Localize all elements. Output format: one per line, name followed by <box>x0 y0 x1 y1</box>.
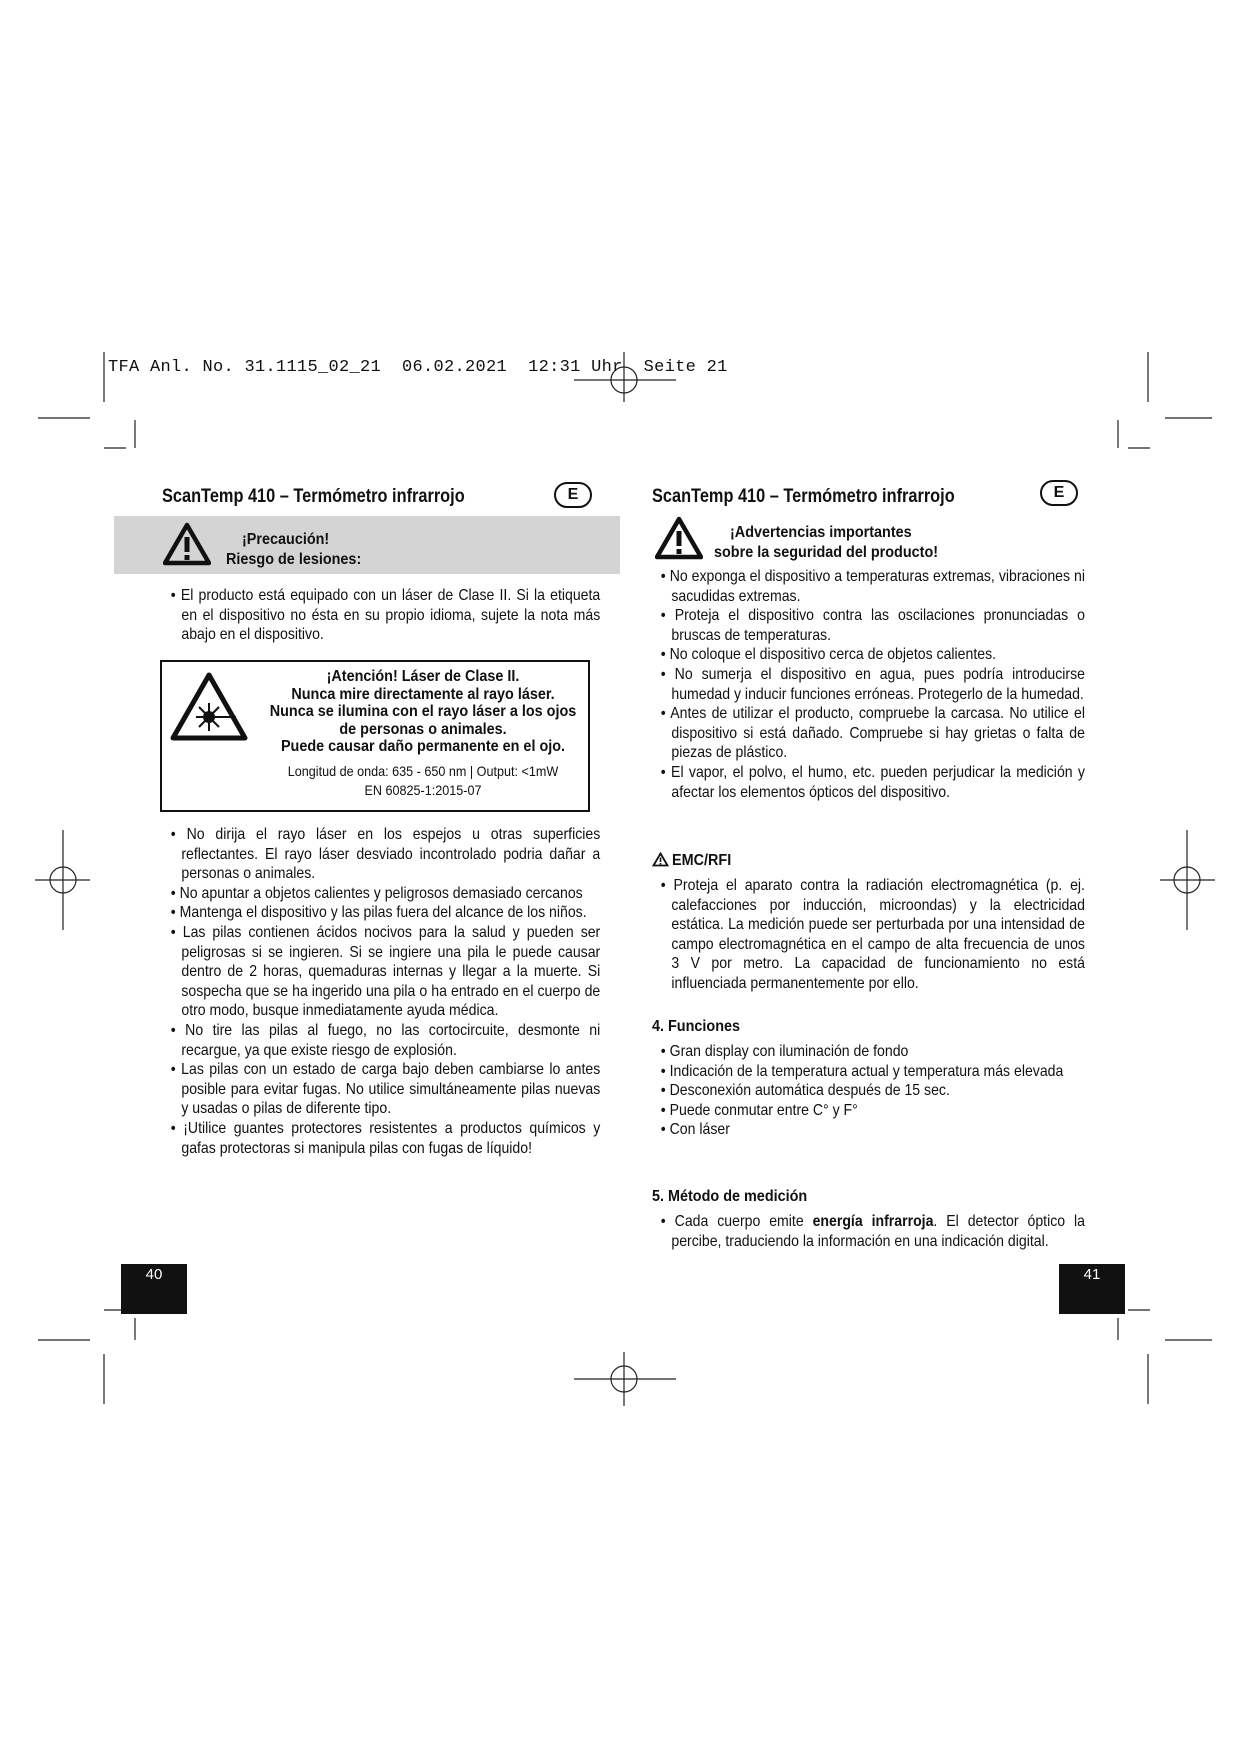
list-item: • Desconexión automática después de 15 sec. <box>652 1081 1085 1101</box>
list-item: • No tire las pilas al fuego, no las cortocircuite, desmonte ni recargue, ya que existe riesgo de explosión. <box>162 1021 600 1060</box>
emc-text: • Proteja el aparato contra la radiación electromagnética (p. ej. calefacciones por inducción, microondas) y la electricidad estática. La medición puede ser perturbada por una intensidad de campo electromagnética en el campo de alta frecuencia de unos 3 V por metro. La capacidad de funcionamiento no está influenciada permanentemente por ello. <box>652 876 1085 994</box>
laser-line-1: Nunca mire directamente al rayo láser. <box>291 685 555 703</box>
right-bullet-list <box>652 567 1085 802</box>
list-item: • El vapor, el polvo, el humo, etc. pueden perjudicar la medición y afectar los elementos ópticos del dispositivo. <box>652 763 1085 802</box>
laser-intro <box>162 586 600 645</box>
registration-mark-bottom <box>574 1352 676 1406</box>
list-item: • Proteja el dispositivo contra las oscilaciones pronunciadas o bruscas de temperaturas. <box>652 606 1085 645</box>
laser-warning-text <box>252 668 594 800</box>
measurement-method <box>652 1212 1085 1251</box>
functions-list <box>652 1042 1085 1140</box>
list-item: • Las pilas con un estado de carga bajo deben cambiarse lo antes posible para evitar fugas. No utilice simultáneamente pilas nuevas y usadas o pilas de diferente tipo. <box>162 1060 600 1119</box>
sec5-pre: Cada cuerpo emite <box>674 1213 813 1230</box>
laser-spec-1: Longitud de onda: 635 - 650 nm | Output: <1mW <box>287 762 559 779</box>
laser-heading: ¡Atención! Láser de Clase II. <box>326 668 520 685</box>
list-item: • No sumerja el dispositivo en agua, pues podría introducirse humedad y inducir funciones erróneas. Protegerlo de la humedad. <box>652 665 1085 704</box>
caution-subtitle: Riesgo de lesiones: <box>226 551 362 568</box>
list-item: • No dirija el rayo láser en los espejos u otras superficies reflectantes. El rayo láser desviado incontrolado podria dañar a personas o animales. <box>162 825 600 884</box>
left-language-badge: E <box>554 482 592 508</box>
registration-mark-right <box>1160 830 1215 930</box>
emc-paragraph <box>652 876 1085 994</box>
right-page-title: ScanTemp 410 – Termómetro infrarrojo <box>652 486 955 507</box>
emc-warning-icon <box>652 852 669 867</box>
right-language-badge: E <box>1040 480 1078 506</box>
section-4-heading: 4. Funciones <box>652 1018 741 1035</box>
list-item: • Mantenga el dispositivo y las pilas fuera del alcance de los niños. <box>162 903 600 923</box>
print-slug: TFA Anl. No. 31.1115_02_21 06.02.2021 12:31 Uhr Seite 21 <box>108 358 728 377</box>
registration-mark-left <box>35 830 90 930</box>
laser-line-2: Nunca se ilumina con el rayo láser a los ojos <box>269 703 577 720</box>
right-page-number: 41 <box>1059 1264 1125 1314</box>
list-item: • Antes de utilizar el producto, compruebe la carcasa. No utilice el dispositivo si está dañado. Compruebe si hay grietas o falta de piezas de plástico. <box>652 704 1085 763</box>
list-item: • Gran display con iluminación de fondo <box>652 1042 1085 1062</box>
infrared-energy-term: energía infrarroja <box>812 1213 934 1230</box>
section-5-heading: 5. Método de medición <box>652 1188 808 1205</box>
intro-text: • El producto está equipado con un láser de Clase II. Si la etiqueta en el dispositivo no ésta en su propio idioma, sujete la nota más abajo en el dispositivo. <box>162 586 600 645</box>
laser-warning-box <box>160 660 590 812</box>
list-item: • Las pilas contienen ácidos nocivos para la salud y pueden ser peligrosas si se ingieren. Si se ingiere una pila le puede causar dentro de 2 horas, quemaduras internas y llegar a la muerte. Si sospecha que se ha ingerido una pila o ha entrado en el cuerpo de otro modo, busque inmediatamente ayuda médica. <box>162 923 600 1021</box>
warning-triangle-icon <box>655 516 703 560</box>
list-item: • Indicación de la temperatura actual y temperatura más elevada <box>652 1062 1085 1082</box>
caution-title: ¡Precaución! <box>242 531 330 548</box>
laser-line-4: Puede causar daño permanente en el ojo. <box>280 738 566 755</box>
list-item: • Puede conmutar entre C° y F° <box>652 1101 1085 1121</box>
sec5-post: . El detector óptico la percibe, traduciendo la información en una indicación digital. <box>671 1213 1085 1250</box>
laser-radiation-icon <box>170 672 248 742</box>
laser-spec-2: EN 60825-1:2015-07 <box>364 781 482 798</box>
left-bullet-list <box>162 825 600 1158</box>
safety-warning-title: ¡Advertencias importantes <box>730 524 912 541</box>
list-item: • No coloque el dispositivo cerca de objetos calientes. <box>652 645 1085 665</box>
left-page-number: 40 <box>121 1264 187 1314</box>
list-item: • Con láser <box>652 1120 1085 1140</box>
left-page-title: ScanTemp 410 – Termómetro infrarrojo <box>162 486 465 507</box>
list-item <box>652 1212 1085 1251</box>
list-item: • ¡Utilice guantes protectores resistentes a productos químicos y gafas protectoras si manipula pilas con fugas de líquido! <box>162 1119 600 1158</box>
warning-triangle-icon <box>163 522 211 566</box>
list-item: • No apuntar a objetos calientes y peligrosos demasiado cercanos <box>162 884 600 904</box>
safety-warning-subtitle: sobre la seguridad del producto! <box>714 544 939 561</box>
list-item: • No exponga el dispositivo a temperaturas extremas, vibraciones ni sacudidas extremas. <box>652 567 1085 606</box>
emc-heading: EMC/RFI <box>672 852 732 869</box>
laser-line-3: de personas o animales. <box>339 720 507 738</box>
